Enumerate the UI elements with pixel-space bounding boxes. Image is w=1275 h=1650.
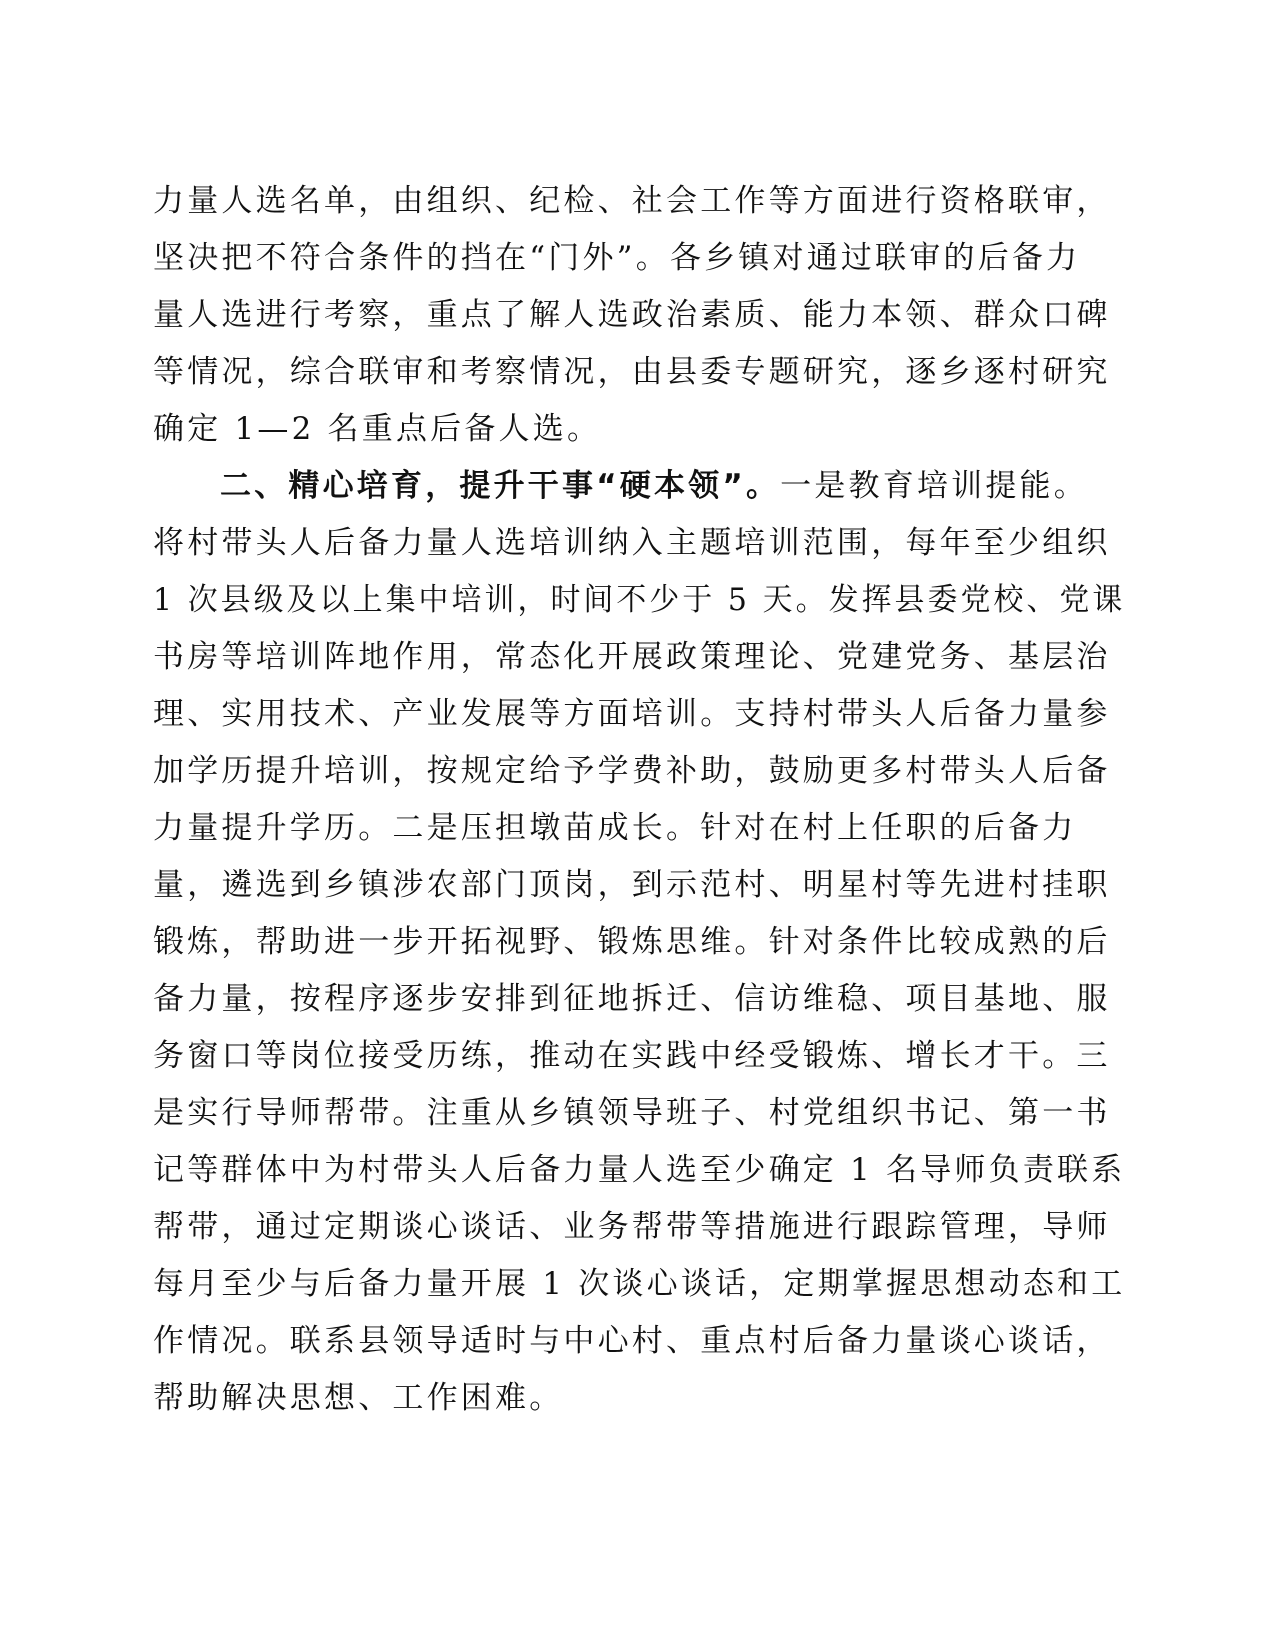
- text-line: 作情况。联系县领导适时与中心村、重点村后备力量谈心谈话，: [153, 1323, 1111, 1359]
- text-line: 量，遴选到乡镇涉农部门顶岗，到示范村、明星村等先进村挂职: [153, 867, 1111, 903]
- text-line: 书房等培训阵地作用，常态化开展政策理论、党建党务、基层治: [153, 639, 1111, 675]
- text-line: 锻炼，帮助进一步开拓视野、锻炼思维。针对条件比较成熟的后: [153, 924, 1111, 960]
- text-line: 帮带，通过定期谈心谈话、业务帮带等措施进行跟踪管理，导师: [153, 1209, 1111, 1245]
- text-line: 坚决把不符合条件的挡在“门外”。各乡镇对通过联审的后备力: [153, 240, 1081, 276]
- text-line: 务窗口等岗位接受历练，推动在实践中经受锻炼、增长才干。三: [153, 1038, 1111, 1074]
- text-line: 每月至少与后备力量开展 1 次谈心谈话，定期掌握思想动态和工: [153, 1266, 1126, 1302]
- text-line: 将村带头人后备力量人选培训纳入主题培训范围，每年至少组织: [153, 525, 1111, 561]
- text-line: 1 次县级及以上集中培训，时间不少于 5 天。发挥县委党校、党课: [153, 582, 1126, 618]
- text-line: 加学历提升培训，按规定给予学费补助，鼓励更多村带头人后备: [153, 753, 1111, 789]
- text-line: 等情况，综合联审和考察情况，由县委专题研究，逐乡逐村研究: [153, 354, 1111, 390]
- section-heading: 二、精心培育，提升干事“硬本领”。: [220, 468, 781, 504]
- section-heading-line: [220, 466, 1088, 506]
- text-line: 理、实用技术、产业发展等方面培训。支持村带头人后备力量参: [153, 696, 1111, 732]
- text-line: 确定 1—2 名重点后备人选。: [153, 411, 602, 447]
- text-line: 力量人选名单，由组织、纪检、社会工作等方面进行资格联审，: [153, 183, 1111, 219]
- section-first-line-text: 一是教育培训提能。: [780, 468, 1088, 504]
- text-line: 是实行导师帮带。注重从乡镇领导班子、村党组织书记、第一书: [153, 1095, 1111, 1131]
- text-line: 力量提升学历。二是压担墩苗成长。针对在村上任职的后备力: [153, 810, 1077, 846]
- text-line: 帮助解决思想、工作困难。: [153, 1380, 564, 1416]
- text-line: 备力量，按程序逐步安排到征地拆迁、信访维稳、项目基地、服: [153, 981, 1111, 1017]
- text-line: 量人选进行考察，重点了解人选政治素质、能力本领、群众口碑: [153, 297, 1111, 333]
- text-line: 记等群体中为村带头人后备力量人选至少确定 1 名导师负责联系: [153, 1152, 1126, 1188]
